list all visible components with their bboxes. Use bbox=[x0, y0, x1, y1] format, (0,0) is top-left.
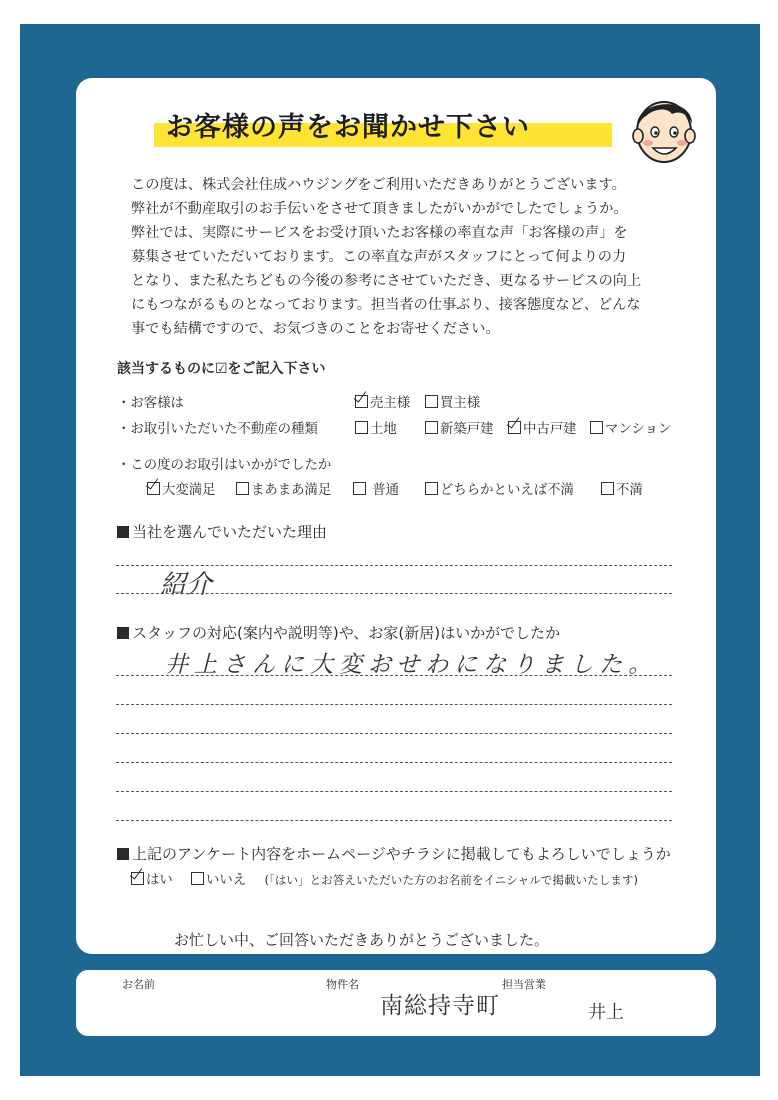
staff-label: 担当営業 bbox=[502, 978, 546, 991]
checkbox-instruction: 該当するものに☑をご記入下さい bbox=[117, 361, 326, 377]
checkbox[interactable] bbox=[353, 482, 366, 495]
option-land[interactable]: 土地 bbox=[355, 418, 397, 437]
reason-heading: 当社を選んでいただいた理由 bbox=[117, 521, 327, 542]
checkbox[interactable] bbox=[236, 482, 249, 495]
staff-name: 井上 bbox=[588, 1002, 624, 1023]
checkbox[interactable] bbox=[355, 421, 368, 434]
intro-line: 弊社が不動産取引のお手伝いをさせて頂きましたがいかがでしたでしょうか。 bbox=[131, 201, 628, 217]
intro-line: 募集させていただいております。この率直な声がスタッフにとって何よりの力 bbox=[131, 249, 627, 265]
square-bullet-icon bbox=[117, 526, 129, 538]
name-label: お名前 bbox=[122, 978, 155, 991]
thanks-message: お忙しい中、ご回答いただきありがとうございました。 bbox=[174, 931, 550, 949]
checkbox[interactable] bbox=[590, 421, 603, 434]
consent-options bbox=[131, 869, 638, 888]
option-no[interactable]: いいえ bbox=[191, 873, 246, 888]
reason-answer: 紹介 bbox=[160, 570, 213, 600]
staff-face-icon bbox=[622, 88, 706, 168]
intro-line: 事でも結構ですので、お気づきのことをお寄せください。 bbox=[131, 321, 500, 337]
answer-line bbox=[116, 704, 672, 705]
checkbox[interactable] bbox=[425, 421, 438, 434]
option-yes[interactable]: はい bbox=[131, 873, 173, 888]
option-mansion[interactable]: マンション bbox=[590, 418, 671, 437]
square-bullet-icon bbox=[117, 848, 129, 860]
consent-note: (「はい」とお答えいただいた方のお名前をイニシャルで掲載いたします) bbox=[264, 873, 639, 887]
option-neutral[interactable]: 普通 bbox=[353, 479, 399, 498]
property-label: 物件名 bbox=[326, 978, 359, 991]
checkbox[interactable] bbox=[601, 482, 614, 495]
checkbox[interactable] bbox=[425, 395, 438, 408]
checkbox[interactable] bbox=[425, 482, 438, 495]
square-bullet-icon bbox=[117, 627, 129, 639]
question-satisfaction: ・この度のお取引はいかがでしたか bbox=[117, 458, 332, 473]
option-new-house[interactable]: 新築戸建 bbox=[425, 418, 494, 437]
checkbox[interactable] bbox=[355, 395, 368, 408]
consent-heading: 上記のアンケート内容をホームページやチラシに掲載してもよろしいでしょうか bbox=[117, 843, 671, 864]
checkbox[interactable] bbox=[147, 482, 160, 495]
answer-line bbox=[116, 593, 672, 594]
staff-answer: 井上さんに大変おせわになりました。 bbox=[165, 652, 658, 678]
checkbox[interactable] bbox=[131, 872, 144, 885]
staff-heading: スタッフの対応(案内や説明等)や、お家(新居)はいかがでしたか bbox=[117, 622, 560, 643]
answer-line bbox=[116, 733, 672, 734]
intro-line: となり、また私たちどもの今後の参考にさせていただき、更なるサービスの向上 bbox=[131, 273, 642, 289]
question-customer: ・お客様は bbox=[117, 396, 184, 411]
option-fairly-satisfied[interactable]: まあまあ満足 bbox=[236, 479, 331, 498]
property-name: 南総持寺町 bbox=[380, 993, 500, 1019]
option-somewhat-dissatisfied[interactable]: どちらかといえば不満 bbox=[425, 479, 574, 498]
answer-line bbox=[116, 820, 672, 821]
answer-line bbox=[116, 675, 672, 676]
answer-line bbox=[116, 791, 672, 792]
option-used-house[interactable]: 中古戸建 bbox=[508, 418, 577, 437]
intro-line: この度は、株式会社住成ハウジングをご利用いただきありがとうございます。 bbox=[131, 177, 626, 193]
checkbox[interactable] bbox=[508, 421, 521, 434]
intro-line: 弊社では、実際にサービスをお受け頂いたお客様の率直な声「お客様の声」を bbox=[131, 225, 628, 241]
page-title: お客様の声をお聞かせ下さい bbox=[166, 112, 530, 143]
option-seller[interactable]: 売主様 bbox=[355, 392, 410, 411]
intro-line: にもつながるものとなっております。担当者の仕事ぶり、接客態度など、どんな bbox=[131, 297, 641, 313]
option-dissatisfied[interactable]: 不満 bbox=[601, 479, 643, 498]
intro-text bbox=[131, 173, 691, 341]
checkbox[interactable] bbox=[191, 872, 204, 885]
answer-line bbox=[116, 762, 672, 763]
option-very-satisfied[interactable]: 大変満足 bbox=[147, 479, 216, 498]
option-buyer[interactable]: 買主様 bbox=[425, 392, 480, 411]
question-property-type: ・お取引いただいた不動産の種類 bbox=[117, 422, 318, 437]
